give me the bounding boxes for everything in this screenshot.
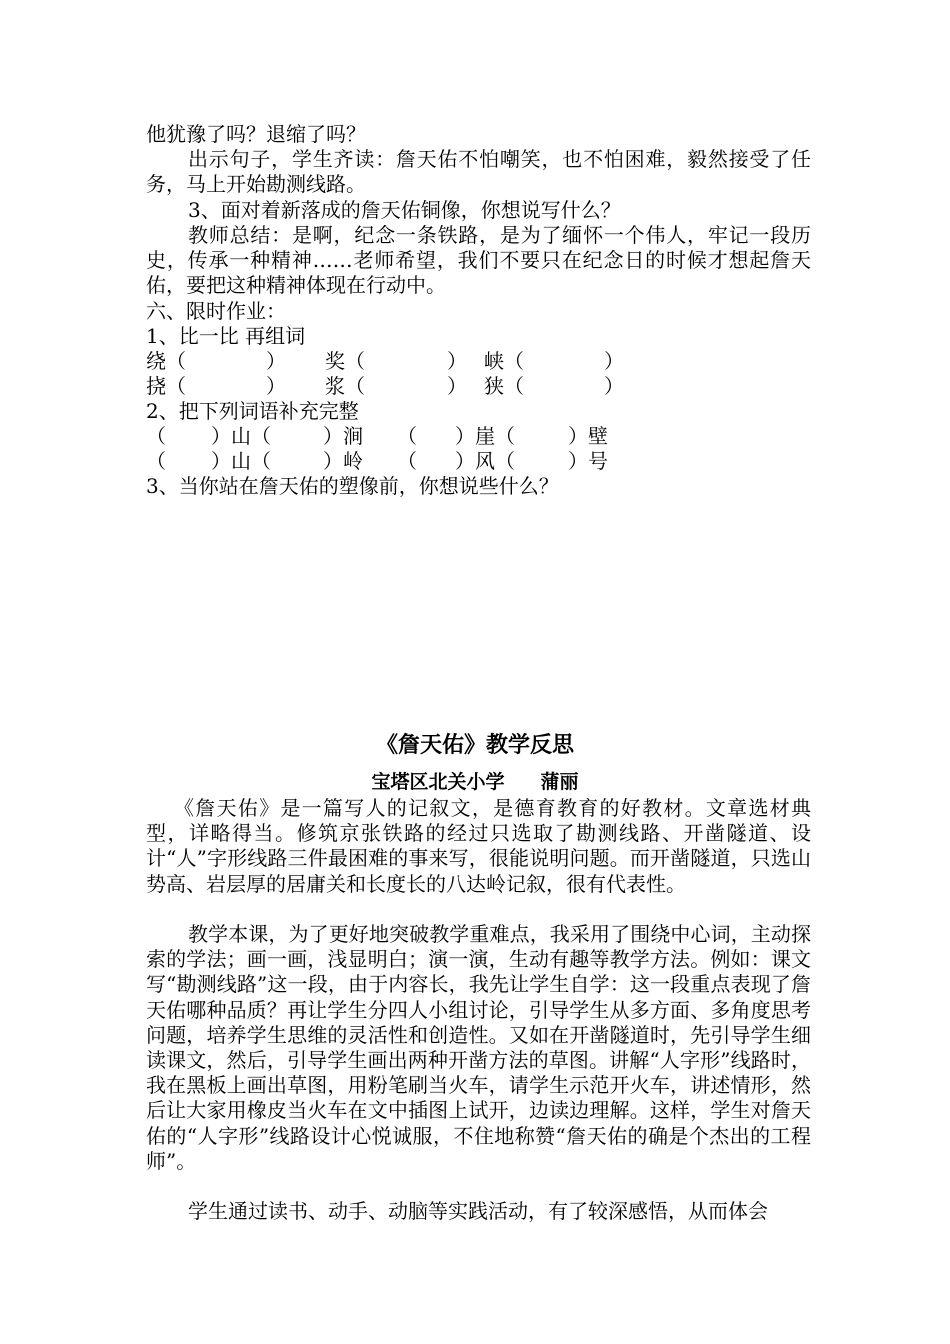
compare-cell: ）: [266, 349, 286, 373]
fill-cell: ）号: [568, 449, 608, 473]
compare-cell: ）: [447, 374, 467, 398]
fill-cell: ）山（: [211, 449, 271, 473]
fill-cell: ）山（: [211, 424, 271, 448]
task-3-label: 3、当你站在詹天佑的塑像前，你想说些什么？: [146, 474, 559, 498]
author-name: 蒲丽: [540, 771, 579, 793]
compare-cell: 绕（: [146, 349, 186, 373]
compare-cell: 峡（: [484, 349, 524, 373]
compare-cell: 挠（: [146, 374, 186, 398]
compare-cell: ）: [604, 349, 624, 373]
question-3: 3、面对着新落成的詹天佑铜像，你想说写什么？: [188, 198, 621, 222]
fill-cell: （: [146, 449, 166, 473]
school-name: 宝塔区北关小学: [371, 771, 505, 793]
reflection-title: 《詹天佑》教学反思: [375, 733, 574, 758]
fill-cell: （: [397, 449, 417, 473]
fill-cell: （: [146, 424, 166, 448]
homework-heading: 六、限时作业：: [146, 299, 286, 323]
compare-cell: 狭（: [484, 374, 524, 398]
compare-cell: ）: [604, 374, 624, 398]
fill-cell: ）壁: [568, 424, 608, 448]
compare-cell: 浆（: [325, 374, 365, 398]
task-2-label: 2、把下列词语补充完整: [146, 399, 359, 423]
reflection-paragraph-3: 学生通过读书、动手、动脑等实践活动，有了较深感悟，从而体会: [188, 1199, 768, 1223]
reflection-paragraph-2: 教学本课，为了更好地突破教学重难点，我采用了围绕中心词，主动探索的学法；画一画，浅显明白；演一演，生动有趣等教学方法。例如：课文写“勘测线路”这一段，由于内容长，我先让学生自学：这一段重点表现了詹天佑哪种品质？再让学生分四人小组讨论，引导学生从多方面、多角度思考问题，培养学生思维的灵活性和创造性。又如在开凿隧道时，先引导学生细读课文，然后，引导学生画出两种开凿方法的草图。讲解“人字形”线路时，我在黑板上画出草图，用粉笔刷当火车，请学生示范开火车，讲述情形，然后让大家用橡皮当火车在文中插图上试开，边读边理解。这样，学生对詹天佑的“人字形”线路设计心悦诚服，不住地称赞“詹天佑的确是个杰出的工程师”。: [146, 922, 811, 1173]
fill-cell: ）岭: [323, 449, 363, 473]
fill-cell: ）崖（: [455, 424, 515, 448]
fill-cell: ）风（: [455, 449, 515, 473]
compare-cell: ）: [266, 374, 286, 398]
compare-cell: 奖（: [325, 349, 365, 373]
text-line: 他犹豫了吗？退缩了吗？: [146, 122, 366, 146]
reflection-byline: [0, 770, 950, 795]
compare-cell: ）: [447, 349, 467, 373]
fill-cell: （: [397, 424, 417, 448]
teacher-summary: 教师总结：是啊，纪念一条铁路，是为了缅怀一个伟人，牢记一段历史，传承一种精神……老师希望，我们不要只在纪念日的时候才想起詹天佑，要把这种精神体现在行动中。: [146, 223, 811, 298]
task-1-label: 1、比一比 再组词: [146, 324, 306, 348]
reflection-paragraph-1: 《詹天佑》是一篇写人的记叙文，是德育教育的好教材。文章选材典型，详略得当。修筑京张铁路的经过只选取了勘测线路、开凿隧道、设计“人”字形线路三件最困难的事来写，很能说明问题。而开凿隧道，只选山势高、岩层厚的居庸关和长度长的八达岭记叙，很有代表性。: [146, 796, 811, 896]
fill-cell: ）涧: [323, 424, 363, 448]
paragraph-show-sentence: 出示句子，学生齐读：詹天佑不怕嘲笑，也不怕困难，毅然接受了任务，马上开始勘测线路。: [146, 147, 811, 197]
